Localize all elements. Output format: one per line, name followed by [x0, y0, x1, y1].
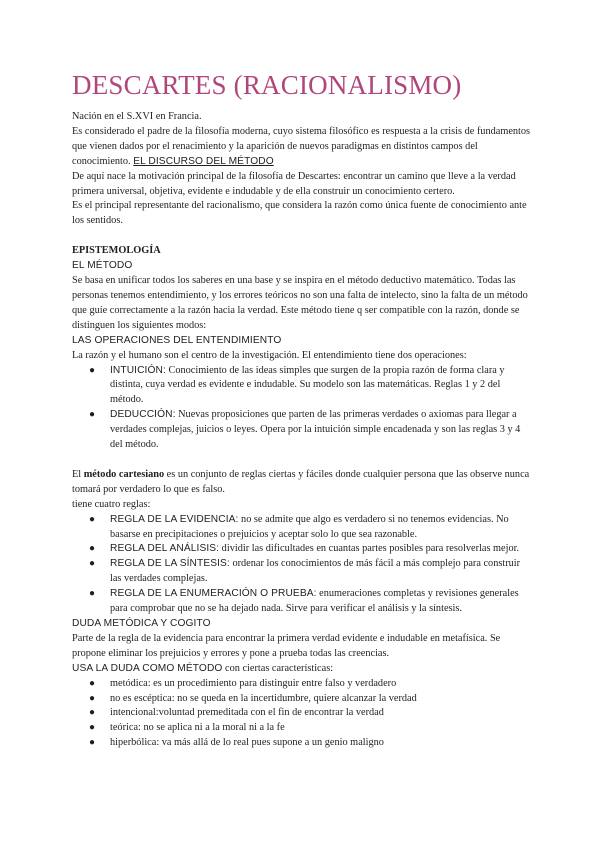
item-text: metódica: es un procedimiento para distinguir entre falso y verdadero [110, 677, 397, 689]
operaciones-heading: LAS OPERACIONES DEL ENTENDIMIENTO [72, 334, 282, 346]
duda-uses-text: con ciertas características: [222, 662, 334, 674]
item-text: Conocimiento de las ideas simples que surgen de la propia razón de forma clara y distinta, cuya verdad es evidente e indudable. Su modelo son las matemáticas. Reglas 1 y 2 del método. [110, 364, 505, 406]
document-body [72, 110, 534, 751]
item-label: INTUICIÓN: [110, 364, 166, 376]
list-item [72, 542, 534, 557]
metodo-subheading: EL MÉTODO [72, 260, 133, 272]
intro-p2-text: Es considerado el padre de la filosofía moderna, cuyo sistema filosófico es respuesta a la crisis de fundamentos que vienen dados por el renacimiento y la aparición de nuevos paradigmas en distintos campos del conocimiento. [72, 125, 531, 167]
bullet-icon: ● [89, 722, 96, 734]
list-item [72, 364, 534, 409]
list-item [72, 513, 534, 543]
item-text: teórica: no se aplica ni a la moral ni a la fe [110, 722, 285, 734]
text-segment: es un conjunto de reglas ciertas y fáciles donde cualquier persona que las observe nunca tomará por verdadero lo que es falso. [72, 468, 530, 495]
metodo-cartesiano-paragraph [72, 468, 534, 498]
item-text: intencional:voluntad premeditada con el fin de encontrar la verdad [110, 707, 384, 719]
list-item [72, 736, 534, 751]
bullet-icon: ● [89, 558, 96, 570]
bullet-icon: ● [89, 692, 96, 704]
list-item [72, 692, 534, 707]
bullet-icon: ● [89, 588, 96, 600]
duda-heading: DUDA METÓDICA Y COGITO [72, 618, 211, 629]
metodo-cartesiano-term: método cartesiano [83, 468, 165, 480]
item-text: enumeraciones completas y revisiones generales para comprobar que no se ha dejado nada. Sirve para verificar el análisis y la síntesis. [110, 588, 519, 615]
bullet-icon: ● [89, 409, 96, 421]
reglas-list [72, 513, 534, 617]
item-text: dividir las dificultades en cuantas partes posibles para resolverlas mejor. [219, 543, 520, 555]
intro-paragraph-3: De aquí nace la motivación principal de la filosofía de Descartes: encontrar un camino que lleve a la verdad primera universal, objetiva, evidente e indudable y de ella construir un conocimiento certero. [72, 170, 516, 197]
item-text: hiperbólica: va más allá de lo real pues supone a un genio maligno [110, 737, 384, 749]
intro-paragraph-2 [72, 125, 534, 170]
caracteristicas-list [72, 677, 534, 752]
discurso-del-metodo-link[interactable]: EL DISCURSO DEL MÉTODO [133, 155, 274, 167]
bullet-icon: ● [89, 513, 96, 525]
list-item [72, 408, 534, 453]
epistemologia-heading: EPISTEMOLOGÍA [72, 245, 161, 257]
item-text: no se admite que algo es verdadero si no tenemos evidencias. No basarse en precipitaciones o prejuicios y aceptar solo lo que sea razonable. [110, 513, 509, 540]
list-item [72, 677, 534, 692]
item-text: ordenar los conocimientos de más fácil a más complejo para construir las verdades complejas. [110, 558, 521, 585]
item-label: REGLA DE LA ENUMERACIÓN O PRUEBA: [110, 588, 317, 600]
operaciones-intro: La razón y el humano son el centro de la investigación. El entendimiento tiene dos operaciones: [72, 349, 467, 361]
item-label: REGLA DE LA EVIDENCIA: [110, 513, 239, 525]
item-label: DEDUCCIÓN: [110, 409, 176, 421]
metodo-paragraph: Se basa en unificar todos los saberes en una base y se inspira en el método deductivo matemático. Todas las personas tenemos entendimiento, y los errores teóricos no son una falta de intelecto, sino la falta de un método que guíe correctamente a la razón hacia la verdad. Este método tiene q ser compatible con la razón, donde se distinguen los siguientes modos: [72, 275, 528, 331]
document-title: DESCARTES (RACIONALISMO) [72, 70, 462, 100]
text-segment: El [72, 468, 84, 480]
duda-uses-label: USA LA DUDA COMO MÉTODO [72, 662, 223, 674]
bullet-icon: ● [89, 677, 96, 689]
item-text: Nuevas proposiciones que parten de las primeras verdades o axiomas para llegar a verdades complejas, juicios o leyes. Opera por la intuición simple encadenada y son las reglas 3 y 4 del método. [110, 409, 521, 451]
bullet-icon: ● [89, 707, 96, 719]
item-label: REGLA DEL ANÁLISIS: [110, 543, 220, 555]
bullet-icon: ● [89, 543, 96, 555]
bullet-icon: ● [89, 364, 96, 376]
item-label: REGLA DE LA SÍNTESIS: [110, 558, 230, 570]
duda-uses-line [72, 662, 534, 677]
intro-paragraph-4: Es el principal representante del racionalismo, que considera la razón como única fuente de conocimiento ante los sentidos. [72, 200, 527, 227]
operaciones-list [72, 364, 534, 453]
duda-paragraph: Parte de la regla de la evidencia para encontrar la primera verdad evidente e indudable en metafísica. Se propone eliminar los prejuicios y errores y pone a prueba todas las creencias. [72, 632, 501, 659]
item-text: no es escéptica: no se queda en la incertidumbre, quiere alcanzar la verdad [110, 692, 417, 704]
list-item [72, 721, 534, 736]
reglas-intro: tiene cuatro reglas: [72, 498, 151, 510]
bullet-icon: ● [89, 737, 96, 749]
list-item [72, 557, 534, 587]
list-item [72, 706, 534, 721]
list-item [72, 587, 534, 617]
intro-line-1: Nación en el S.XVI en Francia. [72, 111, 202, 122]
